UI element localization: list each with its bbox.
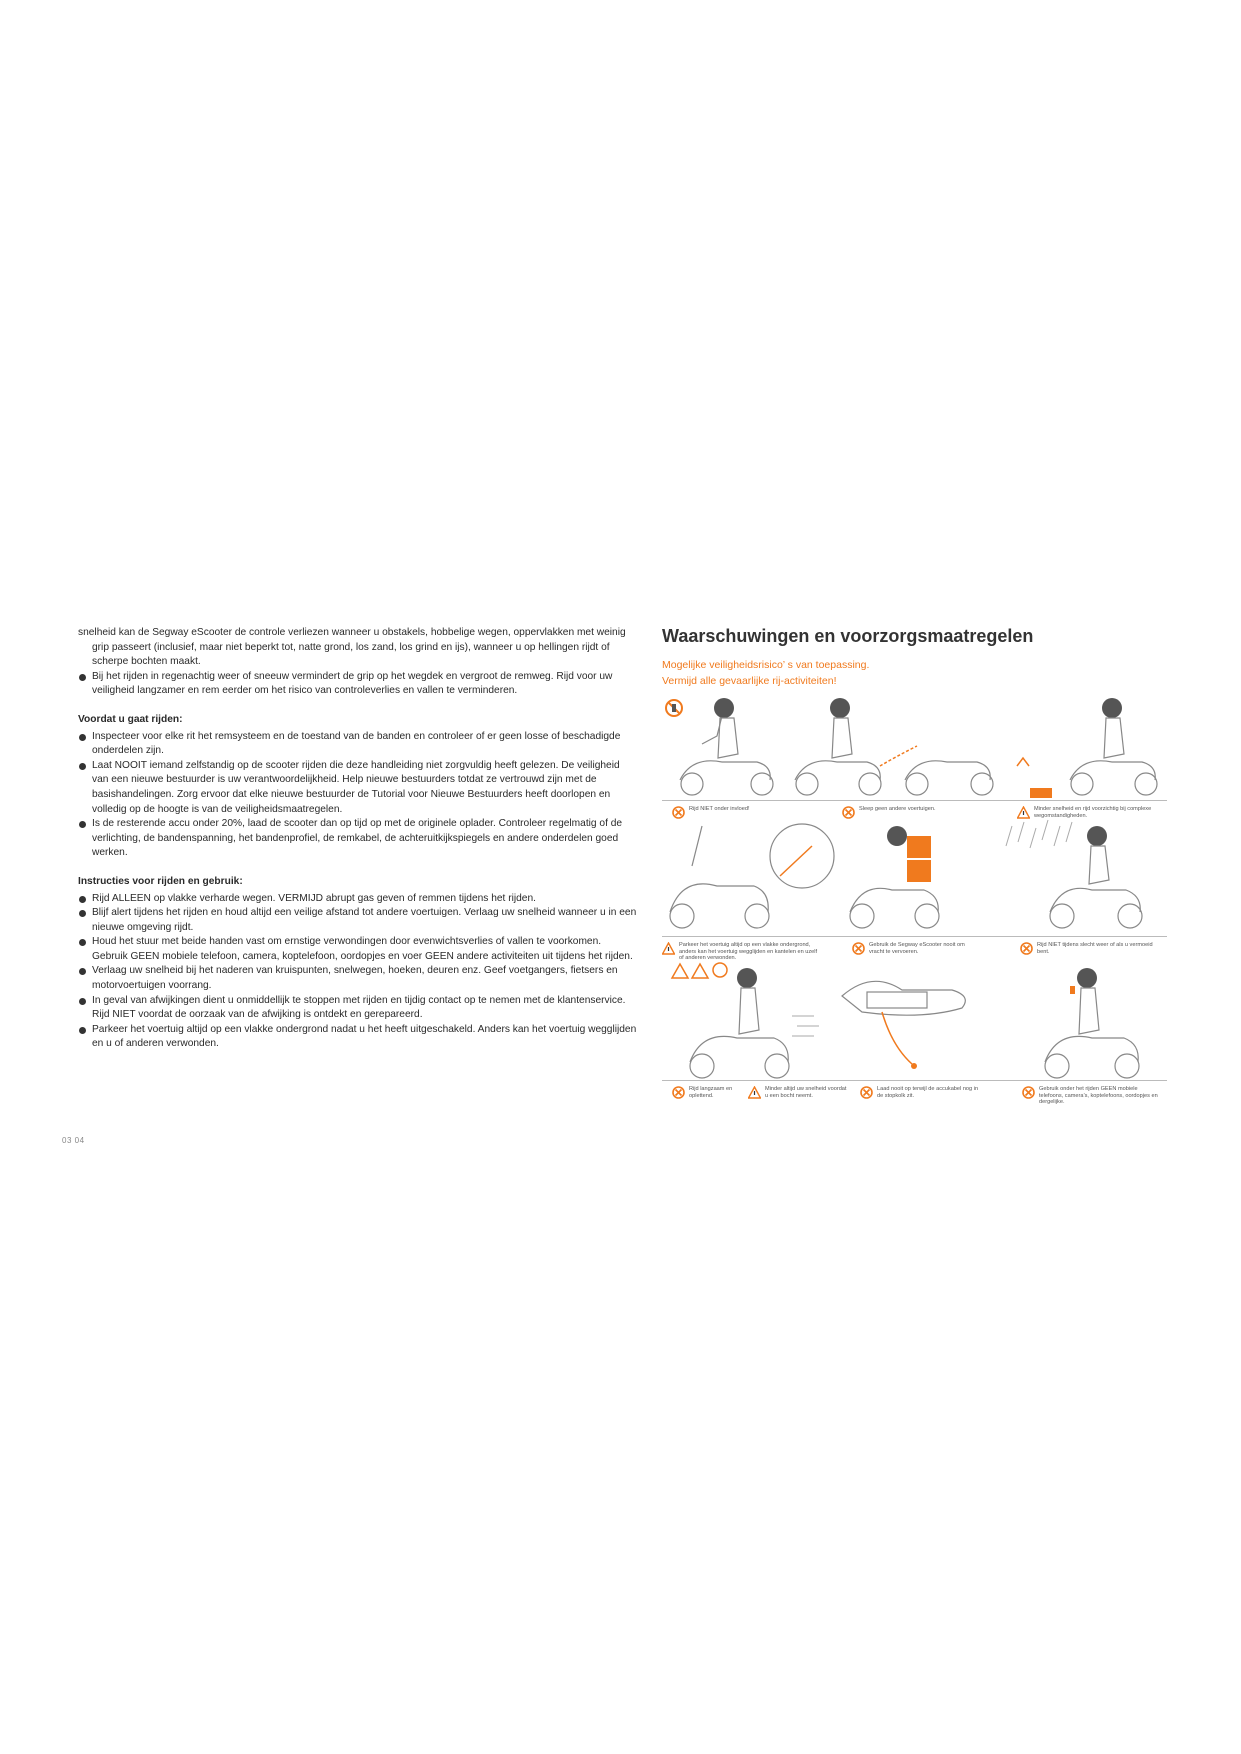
rain-warning-item: Bij het rijden in regenachtig weer of sneeuw vermindert de grip op het wegdek en vergroot de remweg. Rijd voor uw veiligheid langzamer en rem eerder om het risico van controleverlies en vallen te verminderen.	[78, 670, 638, 699]
phone-use-illustration	[1045, 968, 1139, 1078]
list-item: Is de resterende accu onder 20%, laad de scooter dan op tijd op met de originele oplader. Controleer regelmatig of de verlichting, de bandenspanning, het bandenprofiel, de remkabel, de achteruitkijkspiegels en andere onderdelen goed werken.	[78, 817, 638, 861]
warning-icon	[1017, 806, 1030, 819]
caption-no-drunk-riding: Rijd NIET onder invloed!	[672, 806, 812, 819]
road-signs-icon	[672, 963, 727, 978]
page-number: 03 04	[62, 1136, 85, 1145]
slow-ride-illustration	[690, 968, 819, 1078]
list-item: Blijf alert tijdens het rijden en houd altijd een veilige afstand tot andere voertuigen. Verlaag uw snelheid wanneer u in een nieuwe omgeving rijdt.	[78, 906, 638, 935]
cargo-illustration	[850, 826, 939, 928]
prohibited-icon	[672, 1086, 685, 1099]
page-title: Waarschuwingen en voorzorgsmaatregelen	[662, 626, 1034, 646]
row1-illustrations	[662, 696, 1167, 800]
row-divider	[662, 800, 1167, 801]
scooter-rider-illustration	[680, 698, 773, 795]
towing-illustration	[795, 698, 993, 795]
caption-no-towing: Sleep geen andere voertuigen.	[842, 806, 982, 819]
list-item: Inspecteer voor elke rit het remsysteem en de toestand van de banden en controleer of er geen losse of beschadigde onderdelen zijn.	[78, 730, 638, 759]
intro-continuation: snelheid kan de Segway eScooter de controle verliezen wanneer u obstakels, hobbelige wegen, oppervlakken met weinig grip passeert (inclusief, maar niet beperkt tot, natte grond, los zand, los grind en ijs), wanneer u op hellingen rijdt of scherpe bochten maakt.	[78, 627, 626, 668]
list-item: Verlaag uw snelheid bij het naderen van kruispunten, snelwegen, hoeken, deuren enz. Geef voetgangers, fietsers en motorvoertuigen voorrang.	[78, 964, 638, 993]
bad-weather-illustration	[1006, 820, 1142, 928]
caption-parking: Parkeer het voertuig altijd op een vlakke ondergrond, anders kan het voertuig wegglijden en kantelen en uzelf of anderen verwonden.	[662, 942, 822, 962]
row3-illustrations	[662, 956, 1167, 1080]
prohibited-icon	[672, 806, 685, 819]
subtitle-avoid: Vermijd alle gevaarlijke rij-activiteiten!	[662, 675, 837, 687]
charging-illustration	[842, 981, 965, 1069]
caption-charging: Laad nooit op terwijl de accukabel nog in de stopkolk zit.	[860, 1086, 980, 1099]
caption-bad-weather: Rijd NIET tijdens slecht weer of als u vermoeid bent.	[1020, 942, 1160, 955]
row-divider	[662, 936, 1167, 937]
list-item: Houd het stuur met beide handen vast om ernstige verwondingen door evenwichtsverlies of vallen te voorkomen. Gebruik GEEN mobiele telefoon, camera, koptelefoon, oordopjes en voer GEEN andere activiteiten uit tijdens het rijden.	[78, 935, 638, 964]
left-page-text	[78, 626, 638, 1052]
before-riding-heading: Voordat u gaat rijden:	[78, 713, 183, 725]
prohibited-icon	[1020, 942, 1033, 955]
illustration-grid	[662, 696, 1167, 1116]
parking-illustration	[670, 824, 834, 928]
list-item: Parkeer het voertuig altijd op een vlakke ondergrond nadat u het heeft uitgeschakeld. Anders kan het voertuig wegglijden en u of anderen verwonden.	[78, 1023, 638, 1052]
subtitle-risks: Mogelijke veiligheidsrisico’ s van toepassing.	[662, 659, 870, 671]
row-divider	[662, 1080, 1167, 1081]
prohibited-icon	[842, 806, 855, 819]
warning-icon	[662, 942, 675, 955]
caption-complex-roads: Minder snelheid en rijd voorzichtig bij complexe wegomstandigheden.	[1017, 806, 1162, 819]
row2-illustrations	[662, 816, 1167, 936]
prohibited-icon	[860, 1086, 873, 1099]
no-alcohol-icon	[666, 700, 682, 716]
caption-ride-slow: Rijd langzaam en oplettend.	[672, 1086, 742, 1099]
caption-no-phone: Gebruik onder het rijden GEEN mobiele telefoons, camera’s, koptelefoons, oordopjes en dergelijke.	[1022, 1086, 1162, 1106]
right-page-header	[662, 626, 1162, 689]
prohibited-icon	[852, 942, 865, 955]
caption-no-cargo: Gebruik de Segway eScooter nooit om vracht te vervoeren.	[852, 942, 972, 955]
riding-instructions-heading: Instructies voor rijden en gebruik:	[78, 875, 243, 887]
obstacle-illustration	[1017, 698, 1157, 798]
list-item: In geval van afwijkingen dient u onmiddellijk te stoppen met rijden en tijdig contact op te nemen met de klantenservice. Rijd NIET voordat de oorzaak van de afwijking is ontdekt en gerepareerd.	[78, 994, 638, 1023]
prohibited-icon	[1022, 1086, 1035, 1099]
list-item: Laat NOOIT iemand zelfstandig op de scooter rijden die deze handleiding niet zorgvuldig heeft gelezen. De veiligheid van een nieuwe bestuurder is uw verantwoordelijkheid. Help nieuwe bestuurders totdat ze vertrouwd zijn met de basishandelingen. Zorg ervoor dat elke nieuwe bestuurder de Tutorial voor Nieuwe Bestuurders heeft doorlopen en volledig op de hoogte is van de veiligheidsmaatregelen.	[78, 759, 638, 817]
list-item: Rijd ALLEEN op vlakke verharde wegen. VERMIJD abrupt gas geven of remmen tijdens het rijden.	[78, 892, 638, 907]
caption-slow-corners: Minder altijd uw snelheid voordat u een bocht neemt.	[748, 1086, 848, 1099]
warning-icon	[748, 1086, 761, 1099]
